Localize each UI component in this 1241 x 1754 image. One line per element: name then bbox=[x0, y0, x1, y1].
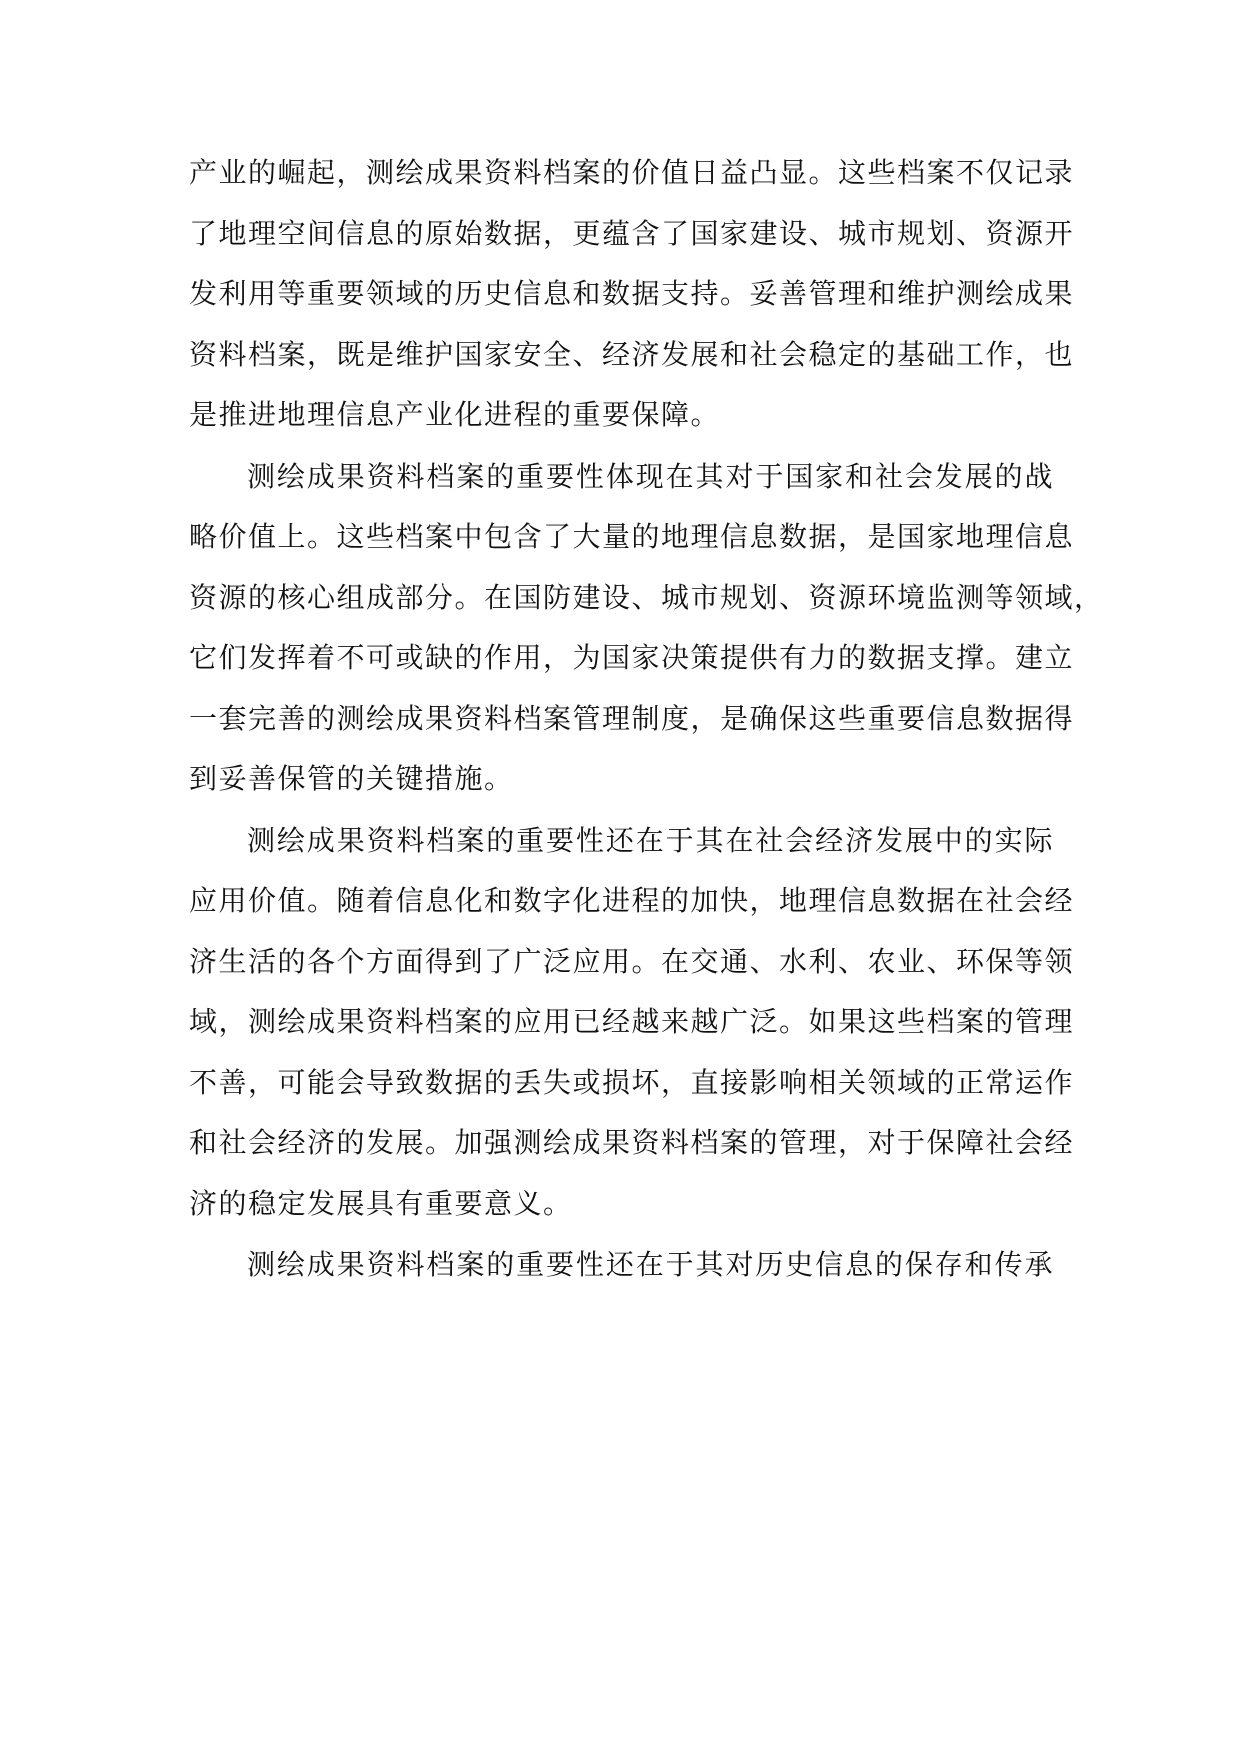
text-line: 资料档案，既是维护国家安全、经济发展和社会稳定的基础工作，也 bbox=[189, 337, 1075, 371]
text-line: 不善，可能会导致数据的丢失或损坏，直接影响相关领域的正常运作 bbox=[189, 1065, 1075, 1099]
text-line: 济生活的各个方面得到了广泛应用。在交通、水利、农业、环保等领 bbox=[189, 944, 1075, 978]
paragraph-2 bbox=[189, 447, 1104, 810]
text-line: 一套完善的测绘成果资料档案管理制度，是确保这些重要信息数据得 bbox=[189, 701, 1075, 735]
document-body bbox=[189, 143, 1104, 1296]
text-line: 测绘成果资料档案的重要性还在于其对历史信息的保存和传承 bbox=[247, 1248, 1054, 1281]
text-line: 到妥善保管的关键措施。 bbox=[189, 762, 514, 795]
text-line: 资源的核心组成部分。在国防建设、城市规划、资源环境监测等领域， bbox=[189, 580, 1104, 614]
text-line: 和社会经济的发展。加强测绘成果资料档案的管理，对于保障社会经 bbox=[189, 1126, 1075, 1159]
text-line: 了地理空间信息的原始数据，更蕴含了国家建设、城市规划、资源开 bbox=[189, 216, 1075, 250]
text-line: 产业的崛起，测绘成果资料档案的价值日益凸显。这些档案不仅记录 bbox=[189, 156, 1075, 189]
text-line: 应用价值。随着信息化和数字化进程的加快，地理信息数据在社会经 bbox=[189, 884, 1075, 917]
text-line: 它们发挥着不可或缺的作用，为国家决策提供有力的数据支撑。建立 bbox=[189, 641, 1075, 674]
text-line: 济的稳定发展具有重要意义。 bbox=[189, 1186, 573, 1220]
paragraph-1 bbox=[189, 143, 1075, 446]
text-line: 发利用等重要领域的历史信息和数据支持。妥善管理和维护测绘成果 bbox=[189, 277, 1075, 310]
paragraph-4 bbox=[189, 1235, 1054, 1296]
text-line: 测绘成果资料档案的重要性还在于其在社会经济发展中的实际 bbox=[247, 823, 1054, 857]
text-line: 测绘成果资料档案的重要性体现在其对于国家和社会发展的战 bbox=[247, 459, 1054, 493]
text-line: 域，测绘成果资料档案的应用已经越来越广泛。如果这些档案的管理 bbox=[189, 1005, 1075, 1038]
text-line: 略价值上。这些档案中包含了大量的地理信息数据，是国家地理信息 bbox=[189, 520, 1075, 553]
text-line: 是推进地理信息产业化进程的重要保障。 bbox=[189, 398, 721, 431]
paragraph-3 bbox=[189, 811, 1075, 1235]
